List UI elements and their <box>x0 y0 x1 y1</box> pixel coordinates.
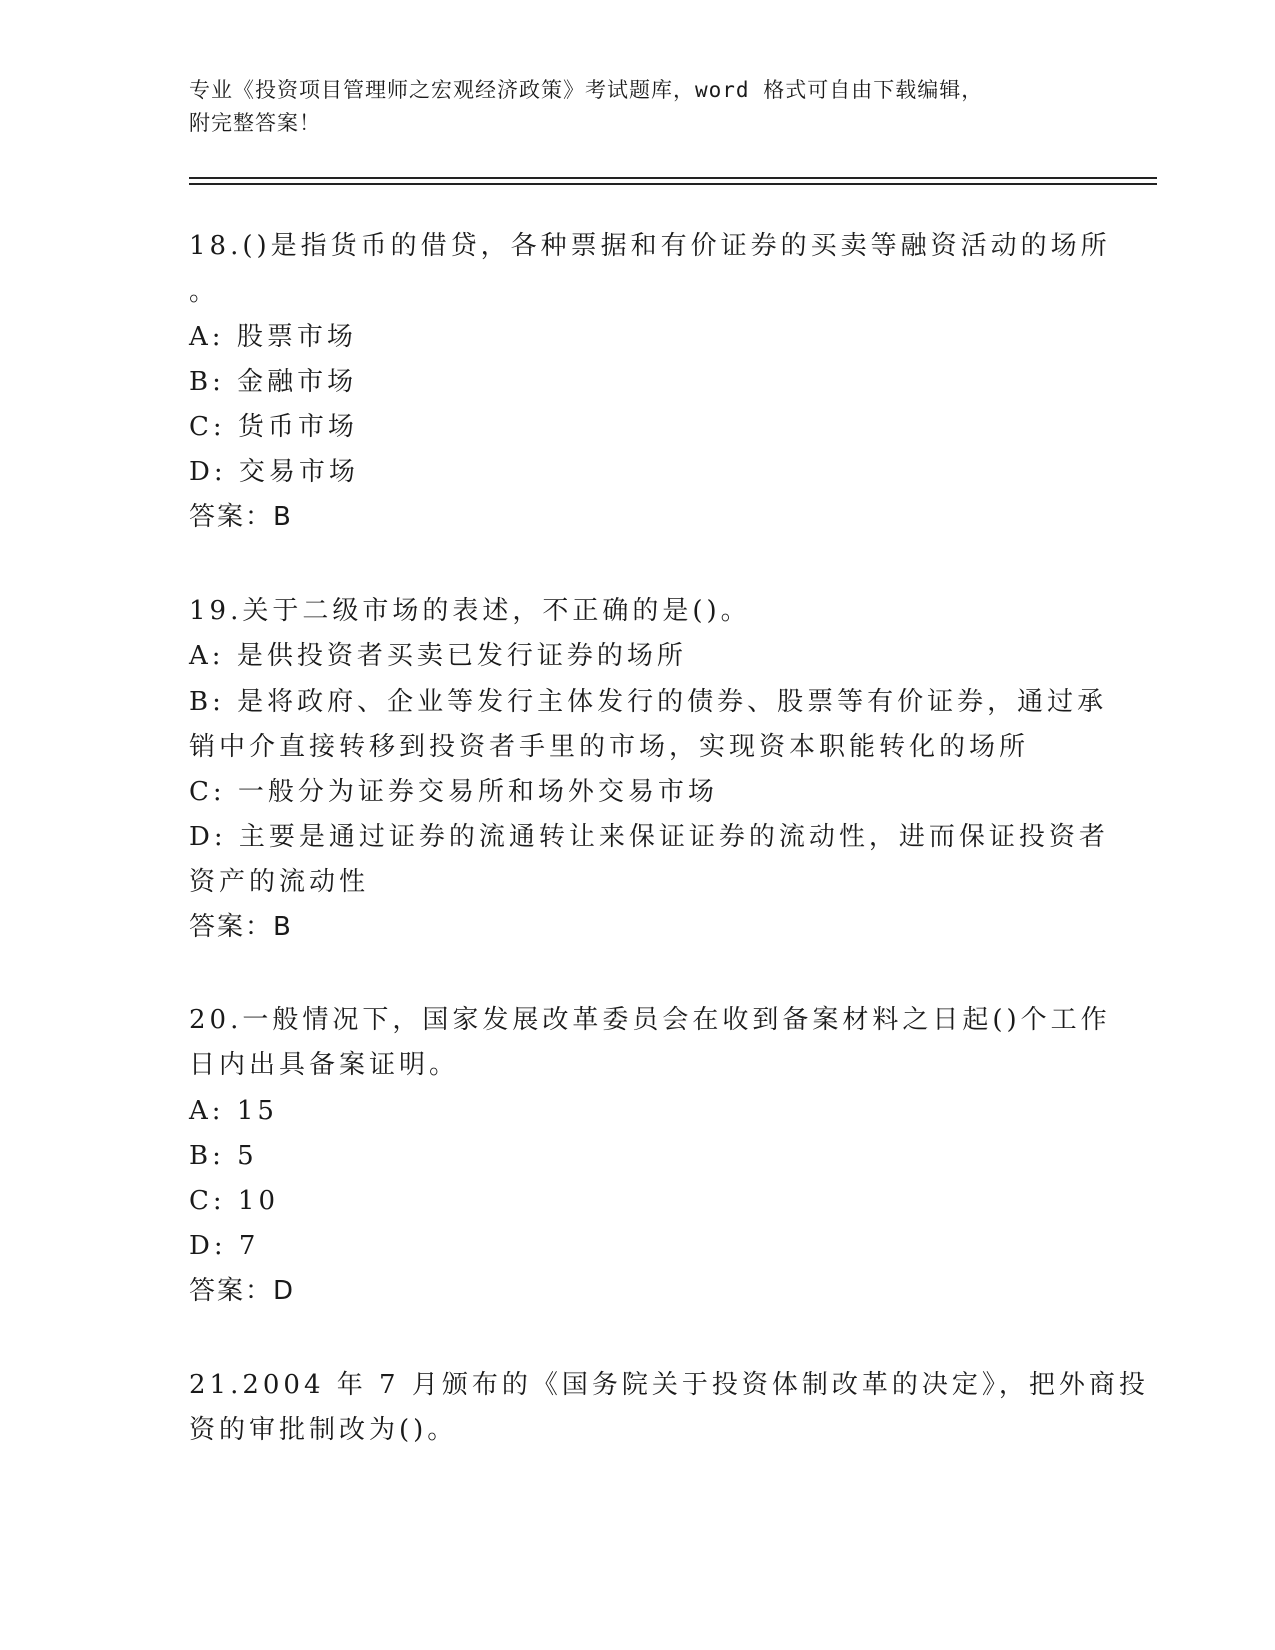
option-label: C: <box>189 1186 226 1216</box>
question-19-text-line-1: 19.关于二级市场的表述，不正确的是()。 <box>189 596 751 626</box>
option-label: B: <box>189 367 225 397</box>
question-21-text-line-1: 21.2004 年 7 月颁布的《国务院关于投资体制改革的决定》，把外商投 <box>189 1370 1149 1400</box>
question-18-option-d <box>189 456 359 488</box>
option-label: A: <box>189 1096 225 1126</box>
header-line-2: 附完整答案！ <box>189 111 321 135</box>
question-18-text-line-1: 18.()是指货币的借贷，各种票据和有价证券的买卖等融资活动的场所 <box>189 231 1111 261</box>
question-20-option-a <box>189 1095 278 1127</box>
option-text: 货币市场 <box>237 412 358 442</box>
option-text: 是将政府、企业等发行主体发行的债券、股票等有价证券，通过承 <box>237 687 1108 717</box>
question-20-option-c <box>189 1185 279 1217</box>
question-20-text-line-1: 20.一般情况下，国家发展改革委员会在收到备案材料之日起()个工作 <box>189 1005 1111 1035</box>
option-label: A: <box>189 641 225 671</box>
option-text: 股票市场 <box>236 322 357 352</box>
document-header <box>189 74 1069 140</box>
option-label: B: <box>189 687 225 717</box>
header-divider-top <box>189 177 1157 179</box>
question-19-option-d <box>189 821 1109 853</box>
option-text: 是供投资者买卖已发行证券的场所 <box>236 641 687 671</box>
question-19-option-d-line-2: 资产的流动性 <box>189 867 370 897</box>
question-18-text-line-2: 。 <box>189 277 220 307</box>
header-divider-bottom <box>189 183 1157 185</box>
question-20-answer: 答案：D <box>189 1276 296 1306</box>
question-18-option-a <box>189 321 357 353</box>
option-text: 10 <box>237 1186 280 1216</box>
option-label: B: <box>189 1141 225 1171</box>
question-19-option-a <box>189 640 687 672</box>
question-18-option-b <box>189 366 357 398</box>
header-line-1: 专业《投资项目管理师之宏观经济政策》考试题库，word 格式可自由下载编辑， <box>189 78 984 102</box>
option-text: 交易市场 <box>238 457 359 487</box>
question-18-option-c <box>189 411 358 443</box>
question-19-option-b <box>189 686 1107 718</box>
option-label: D: <box>189 822 227 852</box>
question-18-answer: 答案：B <box>189 502 293 532</box>
option-label: D: <box>189 1231 227 1261</box>
option-text: 7 <box>238 1231 260 1261</box>
question-20-option-d <box>189 1230 259 1262</box>
question-19-option-b-line-2: 销中介直接转移到投资者手里的市场，实现资本职能转化的场所 <box>189 732 1030 762</box>
question-20-text-line-2: 日内出具备案证明。 <box>189 1050 460 1080</box>
question-19-answer: 答案：B <box>189 912 293 942</box>
option-text: 一般分为证券交易所和场外交易市场 <box>237 777 718 807</box>
question-19-option-c <box>189 776 718 808</box>
question-20-option-b <box>189 1140 258 1172</box>
option-text: 金融市场 <box>237 367 358 397</box>
option-label: C: <box>189 777 226 807</box>
option-label: C: <box>189 412 226 442</box>
option-label: A: <box>189 322 225 352</box>
option-label: D: <box>189 457 227 487</box>
option-text: 主要是通过证券的流通转让来保证证券的流动性，进而保证投资者 <box>238 822 1109 852</box>
option-text: 5 <box>237 1141 258 1171</box>
option-text: 15 <box>236 1096 278 1126</box>
question-21-text-line-2: 资的审批制改为()。 <box>189 1415 458 1445</box>
